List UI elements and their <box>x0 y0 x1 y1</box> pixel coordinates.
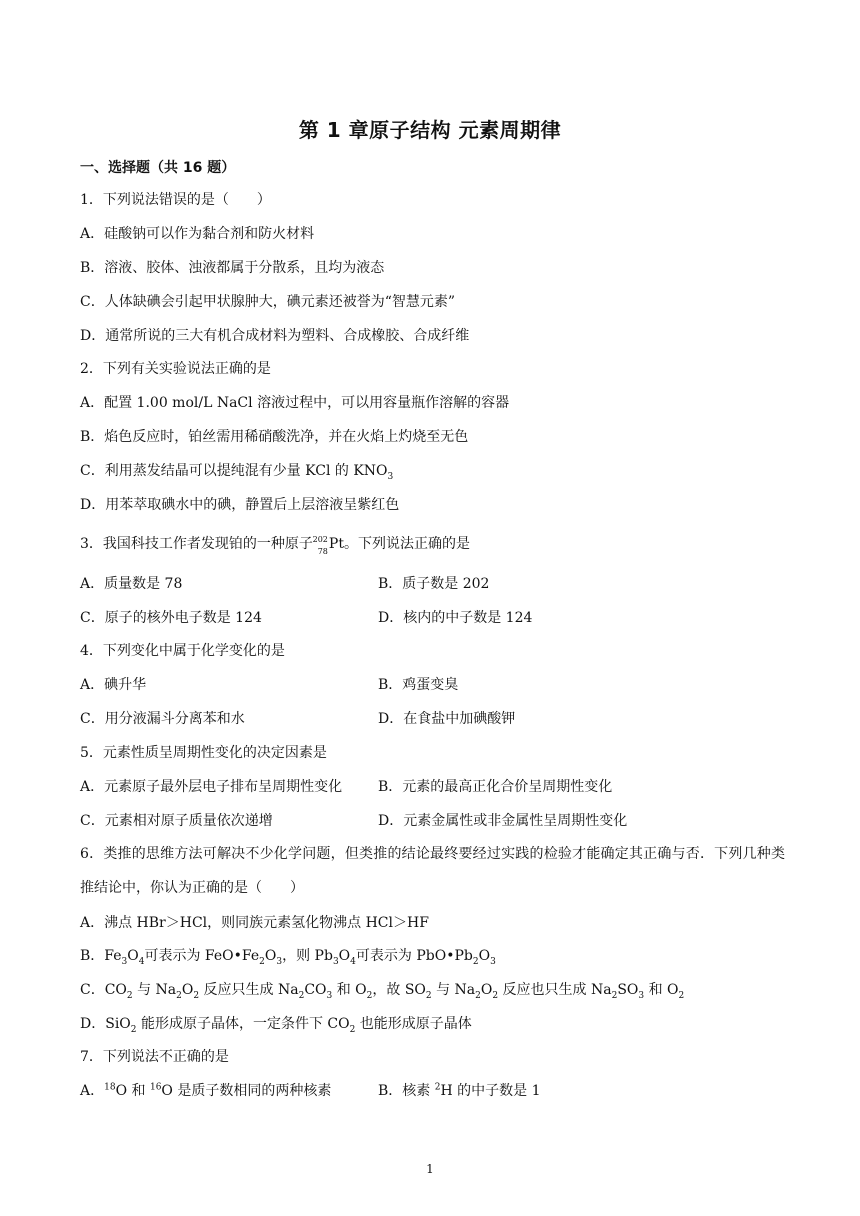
q1-option-c: C．人体缺碘会引起甲状腺肿大，碘元素还被誉为“智慧元素” <box>80 294 456 310</box>
q1-option-b: B．溶液、胶体、浊液都属于分散系，且均为液态 <box>80 260 385 276</box>
q7-option-b: B．核素 $^2$H 的中子数是 1 <box>378 1082 541 1099</box>
section-heading: 一、选择题（共 16 题） <box>80 160 236 176</box>
q5-option-b: B．元素的最高正化合价呈周期性变化 <box>378 779 613 795</box>
q5-option-c: C．元素相对原子质量依次递增 <box>80 813 273 829</box>
q2-option-b: B．焰色反应时，铂丝需用稀硝酸洗净，并在火焰上灼烧至无色 <box>80 429 469 445</box>
q7-option-a: A．$^{18}$O 和 $^{16}$O 是质子数相同的两种核素 <box>80 1082 332 1099</box>
question-5-stem: 5．元素性质呈周期性变化的决定因素是 <box>80 745 327 761</box>
q3-option-a: A．质量数是 78 <box>80 576 183 592</box>
page-title: 第 1 章原子结构 元素周期律 <box>298 118 562 142</box>
q2-option-c: C．利用蒸发结晶可以提纯混有少量 KCl 的 $KNO_3$ <box>80 463 394 482</box>
q3-option-d: D．核内的中子数是 124 <box>378 610 533 626</box>
q4-option-c: C．用分液漏斗分离苯和水 <box>80 711 245 727</box>
q4-option-a: A．碘升华 <box>80 677 147 693</box>
q6-option-d: D．SiO$_2$ 能形成原子晶体，一定条件下 $CO_2$ 也能形成原子晶体 <box>80 1016 472 1035</box>
question-7-stem: 7．下列说法不正确的是 <box>80 1049 229 1065</box>
q5-option-d: D．元素金属性或非金属性呈周期性变化 <box>378 813 628 829</box>
question-1-stem: 1．下列说法错误的是（ ） <box>80 192 271 208</box>
q2-option-a: A．配置 1.00 mol/L NaCl 溶液过程中，可以用容量瓶作溶解的容器 <box>80 395 510 411</box>
page-number: 1 <box>426 1162 434 1176</box>
q3-option-c: C．原子的核外电子数是 124 <box>80 610 262 626</box>
q4-option-b: B．鸡蛋变臭 <box>378 677 459 693</box>
q4-option-d: D．在食盐中加碘酸钾 <box>378 711 516 727</box>
question-3-stem: 3．我国科技工作者发现铂的一种原子 202 78 Pt。下列说法正确的是 <box>80 535 470 556</box>
question-4-stem: 4．下列变化中属于化学变化的是 <box>80 643 285 659</box>
q3-option-b: B．质子数是 202 <box>378 576 490 592</box>
q6-option-a: A．沸点 HBr＞HCl，则同族元素氢化物沸点 HCl＞HF <box>80 915 429 931</box>
q5-option-a: A．元素原子最外层电子排布呈周期性变化 <box>80 779 343 795</box>
nuclide-notation: 202 78 <box>312 535 328 556</box>
question-6-stem: 6．类推的思维方法可解决不少化学问题，但类推的结论最终要经过实践的检验才能确定其正确与否．下列几种类推结论中，你认为正确的是（ ） <box>80 846 785 896</box>
q1-option-d: D．通常所说的三大有机合成材料为塑料、合成橡胶、合成纤维 <box>80 328 470 344</box>
q6-option-c: C．$CO_2$ 与 $Na_2O_2$ 反应只生成 $Na_2CO_3$ 和 $O_2$，故 $SO_2$ 与 $Na_2O_2$ 反应也只生成 $Na_2SO_3$ 和 $O_2$ <box>80 982 685 1001</box>
question-2-stem: 2．下列有关实验说法正确的是 <box>80 361 271 377</box>
q1-option-a: A．硅酸钠可以作为黏合剂和防火材料 <box>80 226 315 242</box>
q2-option-d: D．用苯萃取碘水中的碘，静置后上层溶液呈紫红色 <box>80 497 400 513</box>
q6-option-b: B．$Fe_3O_4$可表示为 $FeO•Fe_2O_3$，则 $Pb_3O_4$可表示为 $PbO•Pb_2O_3$ <box>80 948 496 967</box>
